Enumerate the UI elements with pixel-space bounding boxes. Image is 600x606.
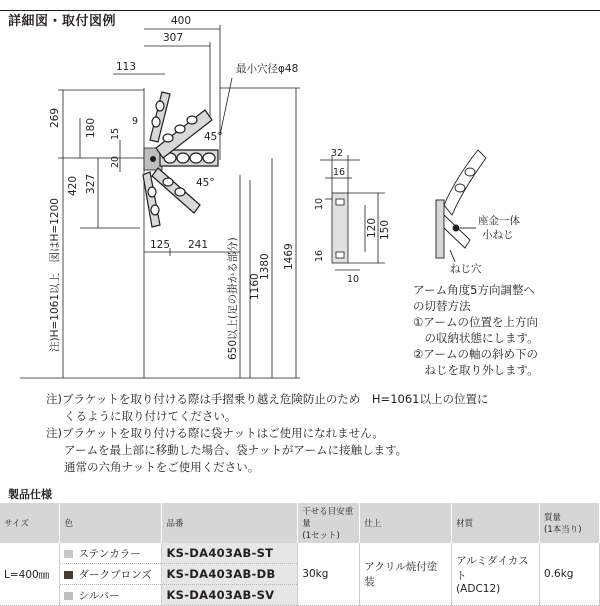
dim-1160: 1160 <box>249 273 261 300</box>
note-line: アームを最上部に移動した場合、袋ナットがアームに接触します。 <box>64 443 408 457</box>
screw-label: 小ねじ <box>482 229 514 241</box>
adjust-line: アーム角度5方向調整へ <box>413 283 535 297</box>
dim-9: 9 <box>132 116 139 127</box>
adjustment-instructions <box>413 282 593 378</box>
dim-10-top: 10 <box>314 197 325 210</box>
adjust-line: の切替方法 <box>413 299 471 313</box>
note-line: 注)ブラケットを取り付ける際は手摺乗り越え危険防止のため H=1061以上の位置に <box>46 392 489 406</box>
installation-notes <box>46 391 576 476</box>
load-value: 30kg <box>298 543 360 606</box>
size-value: L=400㎜ <box>0 543 60 606</box>
adjust-line: ①アームの位置を上方向 <box>413 315 538 329</box>
dim-125: 125 <box>150 239 171 251</box>
dim-15: 15 <box>110 127 121 140</box>
color-swatch <box>64 592 73 600</box>
material-value: アルミダイカスト (ADC12) <box>452 543 540 606</box>
color-cell: ダークブロンズ <box>60 564 162 585</box>
color-cell: ステンカラー <box>60 543 162 564</box>
weight-value: 0.6kg <box>540 543 600 606</box>
dim-241: 241 <box>188 239 209 251</box>
washer-screw-label: 座金一体 <box>478 215 520 227</box>
model-number: KS-DA403AB-ST <box>162 543 298 564</box>
model-number: KS-DA403AB-SV <box>162 585 298 606</box>
hole-diameter-label: 最小穴径φ48 <box>236 63 299 75</box>
note-line: 通常の六角ナットをご使用ください。 <box>64 460 260 474</box>
section-title: 詳細図・取付図例 <box>8 14 117 29</box>
dim-650-note: 650以上(足の掛かる部分) <box>227 237 239 360</box>
color-swatch <box>64 550 73 558</box>
header-weight: 質量 (1本当り) <box>540 503 600 543</box>
header-model: 品番 <box>162 503 298 543</box>
color-swatch <box>64 571 73 579</box>
note-line: くるように取り付けてください。 <box>64 409 237 423</box>
dim-120: 120 <box>366 217 378 238</box>
model-number: KS-DA403AB-DB <box>162 564 298 585</box>
angle-lower: 45° <box>196 177 215 189</box>
dim-420: 420 <box>67 175 79 196</box>
header-finish: 仕上 <box>360 503 452 543</box>
finish-value: アクリル焼付塗装 <box>360 543 452 606</box>
bracket-arms <box>143 92 218 227</box>
note-line: 注)ブラケットを取り付ける際に袋ナットはご使用になれません。 <box>46 426 384 440</box>
header-material: 材質 <box>452 503 540 543</box>
dim-20: 20 <box>110 155 121 168</box>
header-color: 色 <box>60 503 162 543</box>
header-load: 干せる目安重量 (1セット) <box>298 503 360 543</box>
dim-32: 32 <box>331 148 344 159</box>
dim-180: 180 <box>85 117 97 138</box>
table-row <box>0 543 600 564</box>
dim-16-top: 16 <box>333 167 346 178</box>
dim-1469: 1469 <box>283 243 295 270</box>
dim-113: 113 <box>116 61 137 73</box>
dim-10-bottom: 10 <box>347 274 360 285</box>
screw-hole-label: ねじ穴 <box>450 263 482 275</box>
angle-upper: 45° <box>204 131 223 143</box>
adjust-line: ねじを取り外します。 <box>413 363 539 377</box>
vertical-note: 注)H=1061以上 図はH=1200 <box>49 198 61 352</box>
dim-269: 269 <box>49 107 61 128</box>
dim-307: 307 <box>163 32 184 44</box>
bracket-side-detail <box>436 150 486 262</box>
dim-150: 150 <box>379 219 391 240</box>
color-cell: シルバー <box>60 585 162 606</box>
adjust-line: の収納状態にします。 <box>413 331 539 345</box>
dim-327: 327 <box>85 173 97 194</box>
bracket-front-view <box>320 155 385 270</box>
spec-table <box>0 503 600 606</box>
adjust-line: ②アームの軸の斜め下の <box>413 347 538 361</box>
spec-heading: 製品仕様 <box>8 488 52 501</box>
dim-400: 400 <box>171 15 192 27</box>
dim-1380: 1380 <box>259 253 271 280</box>
header-size: サイズ <box>0 503 60 543</box>
dim-16-bottom: 16 <box>314 249 325 262</box>
